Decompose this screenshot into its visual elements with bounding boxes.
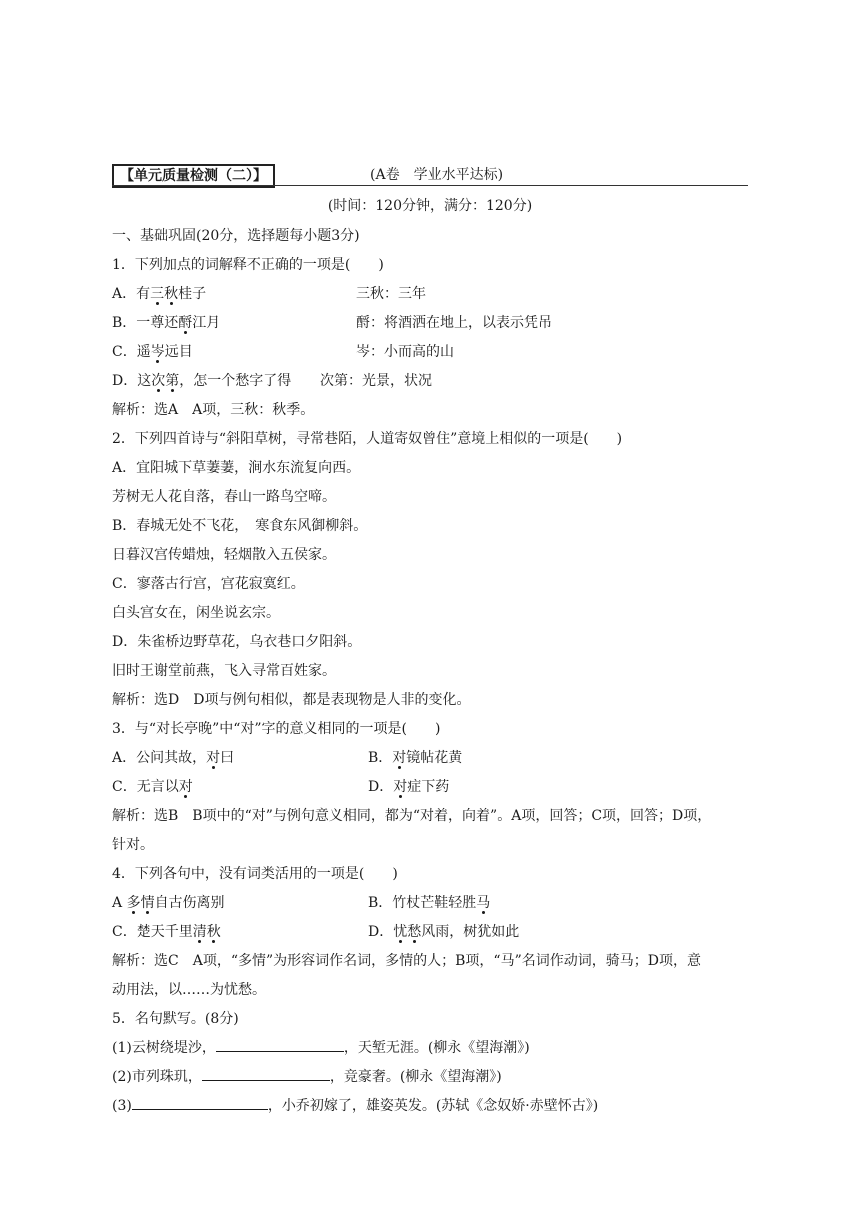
dotted-char: 三 <box>150 286 165 302</box>
q4-options-row1 <box>112 892 792 914</box>
header-rule <box>112 185 748 186</box>
exam-meta: (时间：120分钟，满分：120分) <box>327 198 533 214</box>
unit-title-label: 【单元质量检测（二）】 <box>112 164 275 188</box>
answer-blank[interactable] <box>202 1066 330 1081</box>
text: 曰 <box>220 750 235 766</box>
text: (1)云树绕堤沙， <box>112 1040 216 1056</box>
q1-option-a-explanation: 三秋：三年 <box>356 286 426 302</box>
text: B． <box>368 750 393 766</box>
q3-option-b <box>368 747 462 769</box>
text: (2)市列珠玑， <box>112 1069 202 1085</box>
text: C．无言以 <box>112 779 179 795</box>
q2-option-c-line2: 白头宫女在，闲坐说玄宗。 <box>112 605 280 621</box>
q5-item-2 <box>112 1066 792 1088</box>
text: 自古伤离别 <box>154 895 225 911</box>
dotted-char: 清 <box>192 924 207 940</box>
q4-answer-line1: 解析：选C A项，“多情”为形容词作名词，多情的人；B项，“马”名词作动词，骑马；D项，意 <box>112 953 701 969</box>
q1-option-b <box>112 312 792 334</box>
q2-option-c-line1: C．寥落古行宫，宫花寂寞红。 <box>112 576 305 592</box>
q2-option-a-line2: 芳树无人花自落，春山一路鸟空啼。 <box>112 489 336 505</box>
answer-blank[interactable] <box>132 1095 268 1110</box>
q1-option-d-explanation: 次第：光景，状况 <box>320 373 432 389</box>
q5-item-1 <box>112 1037 792 1059</box>
q1-answer: 解析：选A A项，三秋：秋季。 <box>112 402 315 418</box>
q1-option-d <box>112 370 792 392</box>
text: (3) <box>112 1098 132 1114</box>
text: D．这 <box>112 373 152 389</box>
dotted-char: 情 <box>140 895 155 911</box>
dotted-char: 多 <box>126 895 141 911</box>
q1-option-b-explanation: 酹：将酒洒在地上，以表示凭吊 <box>356 315 552 331</box>
unit-subtitle: (A卷 学业水平达标) <box>370 167 504 183</box>
q3-answer-line2: 针对。 <box>112 837 154 853</box>
dotted-char: 第 <box>165 373 180 389</box>
q1-stem: 1．下列加点的词解释不正确的一项是( ) <box>112 257 384 273</box>
text: 江月 <box>192 315 221 331</box>
dotted-char: 对 <box>393 779 408 795</box>
text: 风雨，树犹如此 <box>421 924 520 940</box>
answer-blank[interactable] <box>216 1037 344 1052</box>
q4-options-row2 <box>112 921 792 943</box>
dotted-char: 次 <box>151 373 166 389</box>
text: A．有 <box>112 286 151 302</box>
dotted-char: 忧 <box>393 924 408 940</box>
text: ，竞豪奢。(柳永《望海潮》) <box>329 1069 502 1085</box>
text: B．一尊还 <box>112 315 179 331</box>
q4-answer-line2: 动用法，以……为忧愁。 <box>112 982 266 998</box>
text: 桂子 <box>178 286 207 302</box>
q4-option-d <box>368 921 519 943</box>
text: 症下药 <box>407 779 450 795</box>
unit-header <box>112 164 748 186</box>
dotted-char: 马 <box>476 895 491 911</box>
text: ，天堑无涯。(柳永《望海潮》) <box>343 1040 530 1056</box>
text: B．竹杖芒鞋轻胜 <box>368 895 477 911</box>
dotted-char: 对 <box>392 750 407 766</box>
dotted-char: 酹 <box>178 315 193 331</box>
text: ，怎一个愁字了得 <box>179 373 292 389</box>
q2-stem: 2．下列四首诗与“斜阳草树，寻常巷陌，人道寄奴曾住”意境上相似的一项是( ) <box>112 431 623 447</box>
q2-option-a-line1: A．宜阳城下草萋萋，涧水东流复向西。 <box>112 460 361 476</box>
q3-options-row1 <box>112 747 792 769</box>
dotted-char: 对 <box>206 750 221 766</box>
q1-option-a <box>112 283 792 305</box>
text: D． <box>368 779 394 795</box>
dotted-char: 岑 <box>150 344 165 360</box>
section-heading: 一、基础巩固(20分，选择题每小题3分) <box>112 228 360 244</box>
q2-option-b-line2: 日暮汉宫传蜡烛，轻烟散入五侯家。 <box>112 547 336 563</box>
text: D． <box>368 924 394 940</box>
text: ，小乔初嫁了，雄姿英发。(苏轼《念奴娇·赤壁怀古》) <box>267 1098 599 1114</box>
q4-stem: 4．下列各句中，没有词类活用的一项是( ) <box>112 866 398 882</box>
q3-option-d <box>368 776 449 798</box>
q2-option-d-line1: D．朱雀桥边野草花，乌衣巷口夕阳斜。 <box>112 634 362 650</box>
q1-option-c <box>112 341 792 363</box>
text: C．遥 <box>112 344 151 360</box>
dotted-char: 秋 <box>206 924 221 940</box>
q5-item-3 <box>112 1095 792 1117</box>
q2-option-d-line2: 旧时王谢堂前燕，飞入寻常百姓家。 <box>112 663 336 679</box>
text: A．公问其故， <box>112 750 207 766</box>
q4-option-b <box>368 892 490 914</box>
q3-answer-line1: 解析：选B B项中的“对”与例句意义相同，都为“对着，向着”。A项，回答；C项，回答；D项， <box>112 808 712 824</box>
text: A <box>112 895 127 911</box>
q1-option-c-explanation: 岑：小而高的山 <box>356 344 454 360</box>
text: 镜帖花黄 <box>406 750 463 766</box>
text: C．楚天千里 <box>112 924 193 940</box>
text: 远目 <box>164 344 193 360</box>
q3-options-row2 <box>112 776 792 798</box>
q5-stem: 5．名句默写。(8分) <box>112 1011 239 1027</box>
dotted-char: 愁 <box>407 924 422 940</box>
dotted-char: 秋 <box>164 286 179 302</box>
q2-option-b-line1: B．春城无处不飞花， 寒食东风御柳斜。 <box>112 518 368 534</box>
q2-answer: 解析：选D D项与例句相似，都是表现物是人非的变化。 <box>112 692 471 708</box>
dotted-char: 对 <box>178 779 193 795</box>
q3-stem: 3．与“对长亭晚”中“对”字的意义相同的一项是( ) <box>112 721 441 737</box>
